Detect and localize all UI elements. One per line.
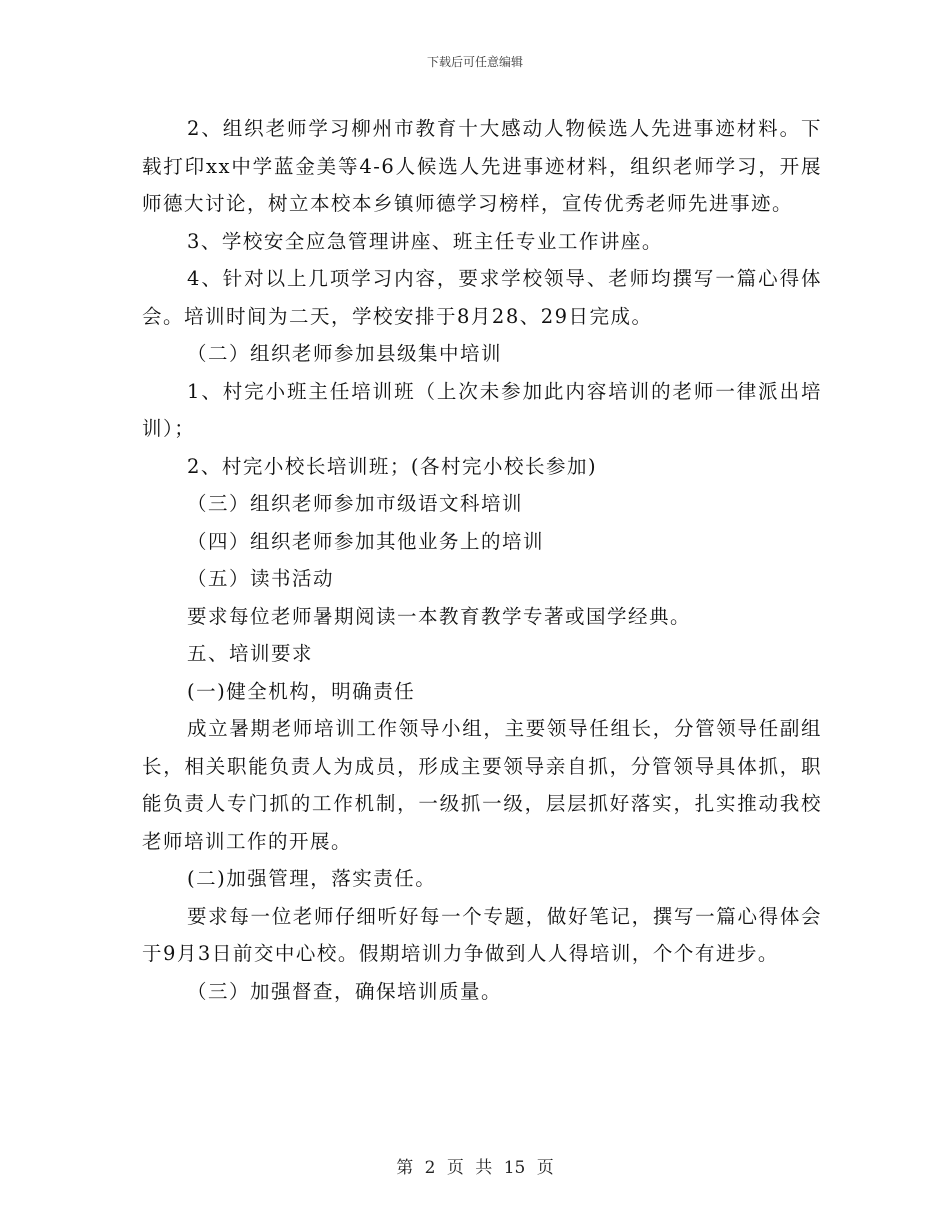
section-city-chinese-training: （三）组织老师参加市级语文科培训	[187, 492, 524, 515]
paragraph-reading-requirement: 要求每位老师暑期阅读一本教育教学专著或国学经典。	[187, 604, 692, 628]
heading-training-requirements: 五、培训要求	[187, 642, 314, 665]
subheading-management: (二)加强管理，落实责任。	[187, 867, 437, 890]
paragraph-item-4: 4、针对以上几项学习内容，要求学校领导、老师均撰写一篇心得体会。培训时间为二天，学校安排于8月28、29日完成。	[142, 267, 822, 328]
paragraph-class-teacher-training: 1、村完小班主任培训班（上次未参加此内容培训的老师一律派出培训）；	[142, 379, 822, 440]
subheading-supervision: （三）加强督查，确保培训质量。	[187, 979, 503, 1003]
section-other-training: （四）组织老师参加其他业务上的培训	[187, 529, 545, 553]
section-reading-activity: （五）读书活动	[187, 567, 335, 590]
section-county-training: （二）组织老师参加县级集中培训	[187, 342, 503, 365]
paragraph-item-2: 2、组织老师学习柳州市教育十大感动人物候选人先进事迹材料。下载打印xx中学蓝金美等4-6人候选人先进事迹材料，组织老师学习，开展师德大讨论，树立本校本乡镇师德学习榜样，宣传优秀老师先进事迹。	[142, 117, 822, 215]
paragraph-principal-training: 2、村完小校长培训班；(各村完小校长参加)	[187, 454, 598, 478]
paragraph-management: 要求每一位老师仔细听好每一个专题，做好笔记，撰写一篇心得体会于9月3日前交中心校。假期培训力争做到人人得培训，个个有进步。	[142, 904, 822, 965]
document-body	[142, 110, 822, 1010]
subheading-organization: (一)健全机构，明确责任	[187, 679, 416, 703]
paragraph-item-3: 3、学校安全应急管理讲座、班主任专业工作讲座。	[187, 229, 663, 253]
paragraph-organization: 成立暑期老师培训工作领导小组，主要领导任组长，分管领导任副组长，相关职能负责人为成员，形成主要领导亲自抓，分管领导具体抓，职能负责人专门抓的工作机制，一级抓一级，层层抓好落实，扎实推动我校老师培训工作的开展。	[142, 717, 822, 853]
page-footer: 第 2 页 共 15 页	[396, 1158, 554, 1178]
page-header: 下载后可任意编辑	[426, 55, 523, 69]
